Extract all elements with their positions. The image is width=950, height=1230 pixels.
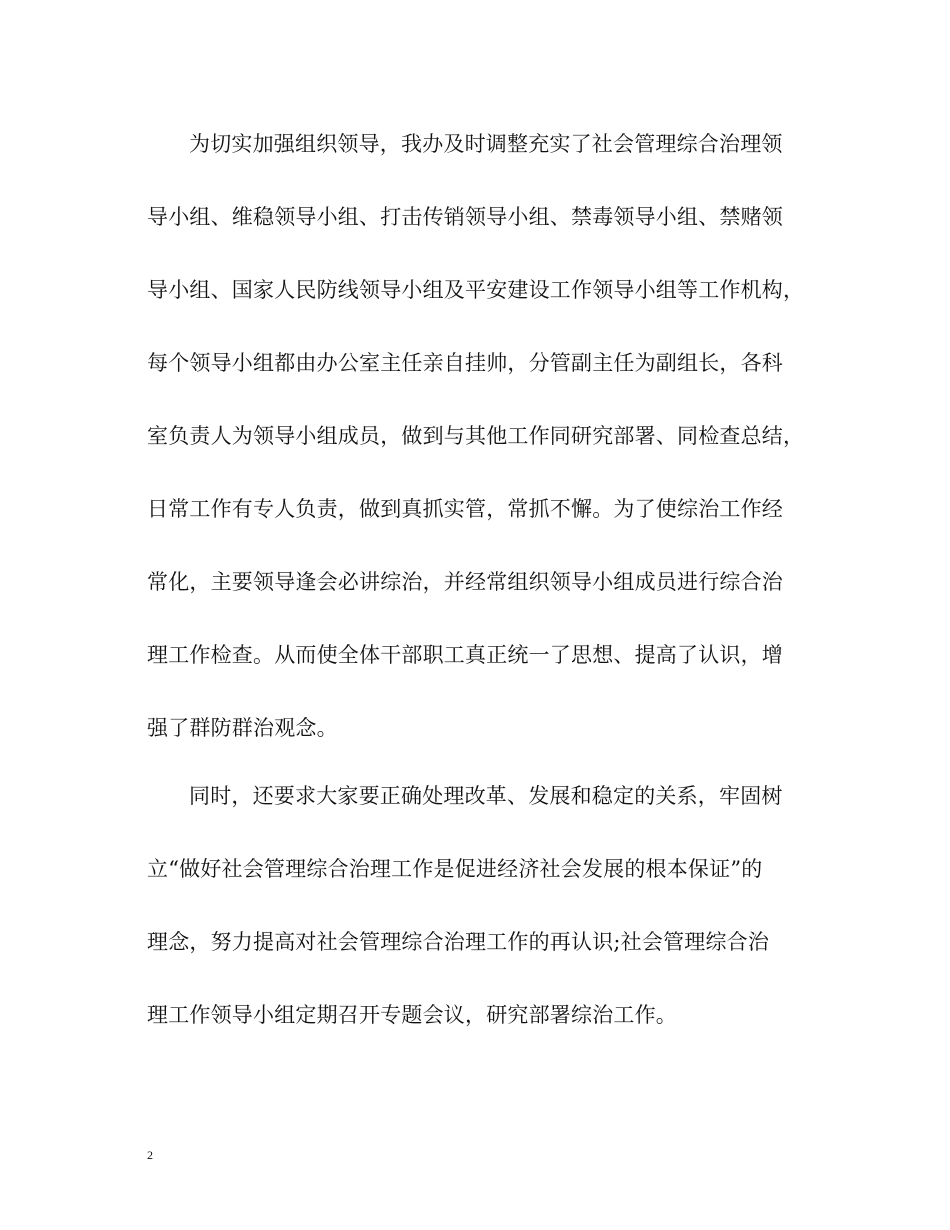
paragraph-2-line-4: 理工作领导小组定期召开专题会议，研究部署综治工作。: [147, 1003, 677, 1027]
paragraph-1-line-8: 理工作检查。从而使全体干部职工真正统一了思想、提高了认识，增: [147, 643, 783, 667]
paragraph-1-line-2: 导小组、维稳领导小组、打击传销领导小组、禁毒领导小组、禁赌领: [147, 205, 783, 229]
paragraph-1-line-3: 导小组、国家人民防线领导小组及平安建设工作领导小组等工作机构，: [147, 278, 805, 302]
paragraph-2-line-3: 理念，努力提高对社会管理综合治理工作的再认识;社会管理综合治: [147, 930, 770, 954]
paragraph-2-line-1: 同时，还要求大家要正确处理改革、发展和稳定的关系，牢固树: [189, 784, 783, 808]
paragraph-1-line-9: 强了群防群治观念。: [147, 716, 338, 740]
paragraph-2-line-2: 立“做好社会管理综合治理工作是促进经济社会发展的根本保证”的: [147, 857, 763, 881]
paragraph-1-line-7: 常化，主要领导逢会必讲综治，并经常组织领导小组成员进行综合治: [147, 570, 783, 594]
paragraph-1-line-1: 为切实加强组织领导，我办及时调整充实了社会管理综合治理领: [189, 132, 783, 156]
paragraph-1-line-5: 室负责人为领导小组成员，做到与其他工作同研究部署、同检查总结，: [147, 424, 805, 448]
document-body: [147, 120, 807, 1064]
paragraph-1-line-4: 每个领导小组都由办公室主任亲自挂帅，分管副主任为副组长，各科: [147, 351, 783, 375]
page-number: 2: [147, 1148, 153, 1162]
paragraph-1-line-6: 日常工作有专人负责，做到真抓实管，常抓不懈。为了使综治工作经: [147, 497, 783, 521]
